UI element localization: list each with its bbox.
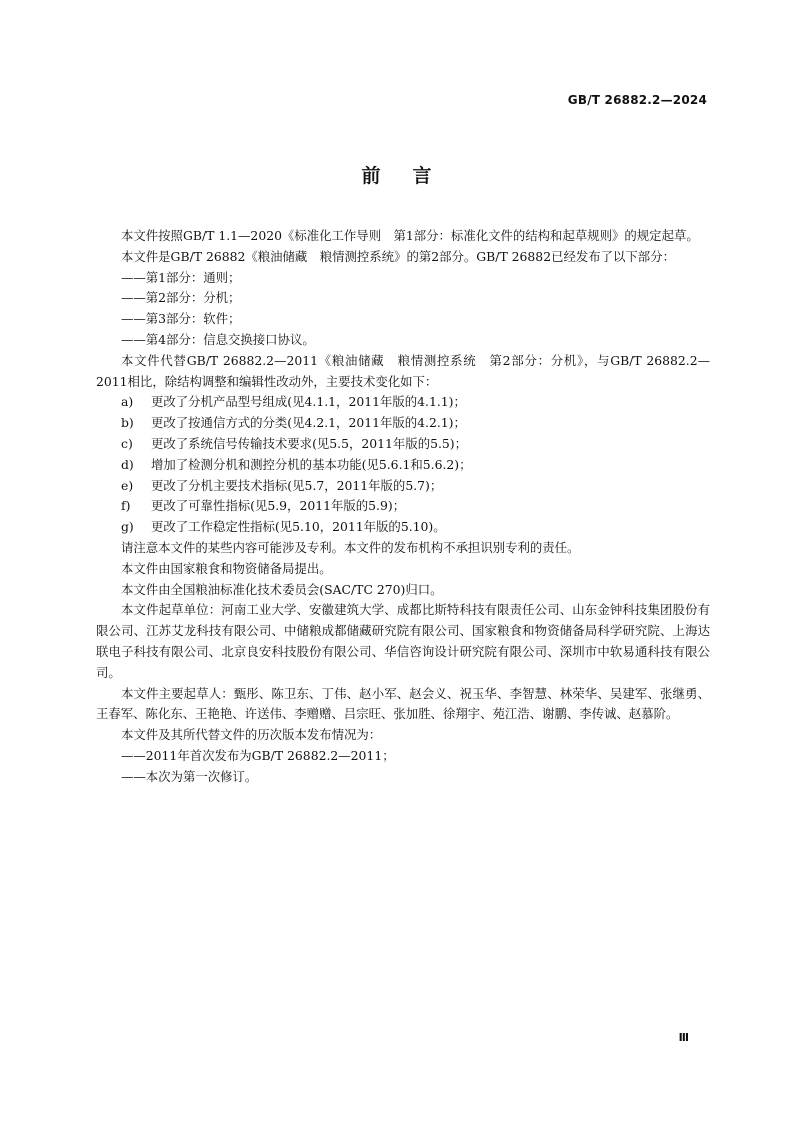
change-text: 更改了工作稳定性指标(见5.10，2011年版的5.10)。 xyxy=(151,519,446,535)
patent-notice-paragraph: 请注意本文件的某些内容可能涉及专利。本文件的发布机构不承担识别专利的责任。 xyxy=(121,539,580,555)
change-label: c) xyxy=(121,435,133,451)
change-list-item xyxy=(96,455,710,476)
drafting-units-paragraph: 本文件起草单位：河南工业大学、安徽建筑大学、成都比斯特科技有限责任公司、山东金钟科技集团股份有限公司、江苏艾龙科技有限公司、中储粮成都储藏研究院有限公司、国家粮食和物资储备局科学研究院、上海达联电子科技有限公司、北京良安科技股份有限公司、华信咨询设计研究院有限公司、深圳市中软易通科技有限公司。 xyxy=(96,602,710,680)
change-list-item xyxy=(96,517,710,538)
change-label: a) xyxy=(121,394,134,410)
committee-paragraph: 本文件由全国粮油标准化技术委员会(SAC/TC 270)归口。 xyxy=(121,581,443,597)
document-body xyxy=(96,226,710,788)
change-text: 更改了分机主要技术指标(见5.7，2011年版的5.7)； xyxy=(151,477,443,493)
history-intro-paragraph: 本文件及其所代替文件的历次版本发布情况为： xyxy=(121,727,382,743)
change-list-item xyxy=(96,434,710,455)
part-list-item: ——第1部分：通则； xyxy=(121,269,241,285)
change-list-item xyxy=(96,496,710,517)
change-list-item xyxy=(96,413,710,434)
change-label: e) xyxy=(121,477,134,493)
page-number: Ⅲ xyxy=(678,1031,689,1044)
change-label: f) xyxy=(121,498,131,514)
series-paragraph: 本文件是GB/T 26882《粮油储藏 粮情测控系统》的第2部分。GB/T 26882已经发布了以下部分： xyxy=(121,248,675,264)
change-label: g) xyxy=(121,519,134,535)
drafting-rule-paragraph: 本文件按照GB/T 1.1—2020《标准化工作导则 第1部分：标准化文件的结构和起草规则》的规定起草。 xyxy=(121,228,699,243)
history-list-item: ——2011年首次发布为GB/T 26882.2—2011； xyxy=(121,747,395,763)
change-label: d) xyxy=(121,456,134,472)
drafters-paragraph: 本文件主要起草人：甄彤、陈卫东、丁伟、赵小军、赵会义、祝玉华、李智慧、林荣华、吴建军、张继勇、王春军、陈化东、王艳艳、许送伟、李赠赠、吕宗旺、张加胜、徐翔宇、苑江浩、谢鹏、李传诚、赵慕阶。 xyxy=(96,685,710,722)
replacement-paragraph: 本文件代替GB/T 26882.2—2011《粮油储藏 粮情测控系统 第2部分：分机》，与GB/T 26882.2—2011相比，除结构调整和编辑性改动外，主要技术变化如下： xyxy=(96,352,710,389)
history-list-item: ——本次为第一次修订。 xyxy=(121,768,258,784)
proposer-paragraph: 本文件由国家粮食和物资储备局提出。 xyxy=(121,560,332,576)
part-list-item: ——第2部分：分机； xyxy=(121,290,241,306)
change-list-item xyxy=(96,476,710,497)
standard-number: GB/T 26882.2—2024 xyxy=(567,93,707,107)
change-text: 更改了分机产品型号组成(见4.1.1，2011年版的4.1.1)； xyxy=(151,394,466,410)
change-label: b) xyxy=(121,415,134,431)
change-list-item xyxy=(96,392,710,413)
part-list-item: ——第3部分：软件； xyxy=(121,311,241,327)
part-list-item: ——第4部分：信息交换接口协议。 xyxy=(121,331,315,347)
change-text: 更改了可靠性指标(见5.9，2011年版的5.9)； xyxy=(151,498,406,514)
page-title: 前言 xyxy=(361,165,464,187)
change-text: 更改了按通信方式的分类(见4.2.1，2011年版的4.2.1)； xyxy=(151,415,466,431)
change-text: 更改了系统信号传输技术要求(见5.5，2011年版的5.5)； xyxy=(151,435,468,451)
change-text: 增加了检测分机和测控分机的基本功能(见5.6.1和5.6.2)； xyxy=(151,456,472,472)
